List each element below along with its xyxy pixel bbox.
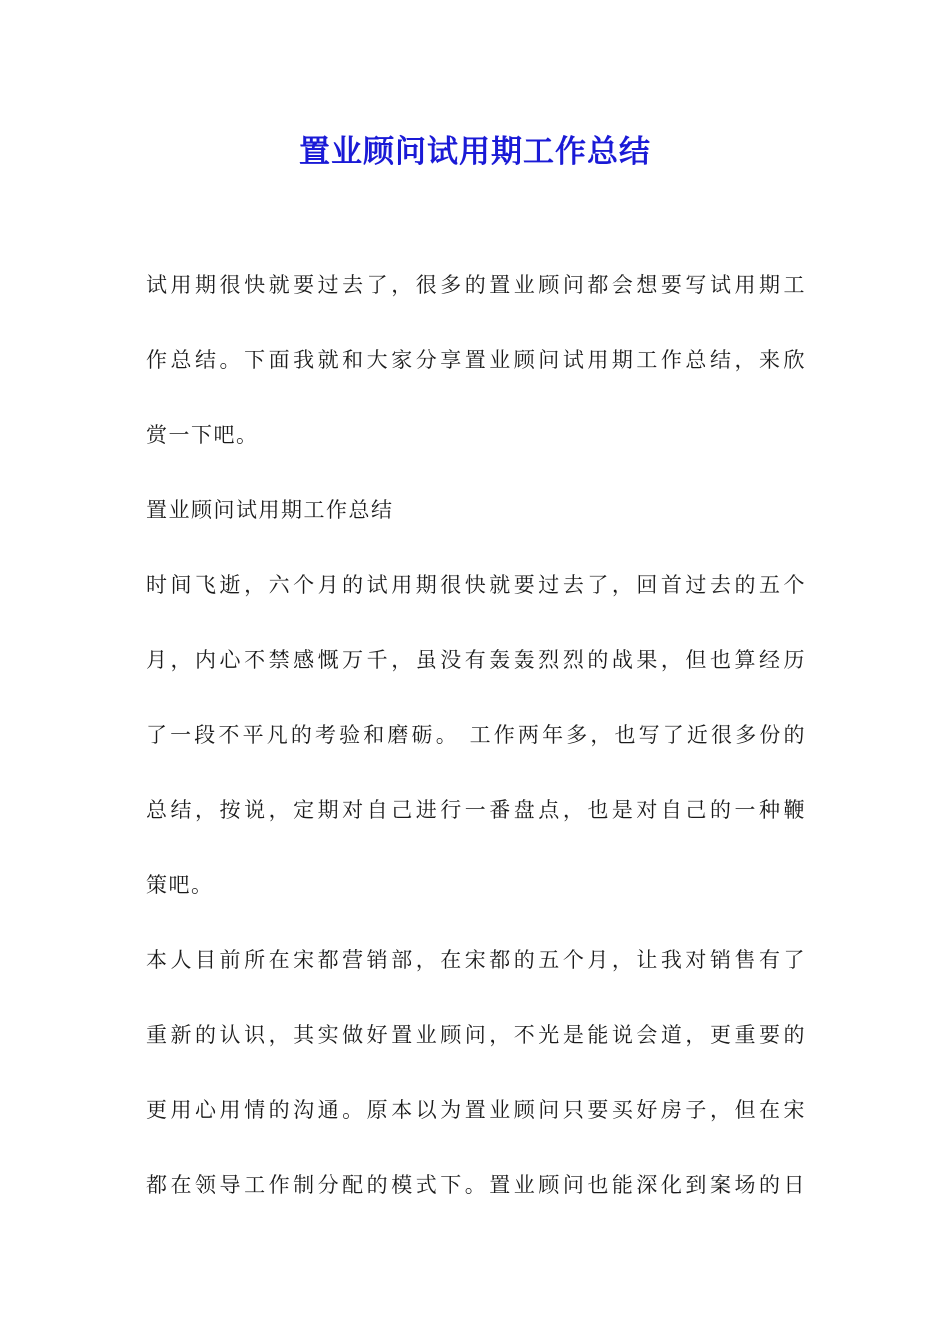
- paragraph-line: 总结，按说，定期对自己进行一番盘点，也是对自己的一种鞭: [146, 798, 806, 822]
- paragraph-line: 策吧。: [146, 873, 214, 897]
- paragraph-line: 重新的认识，其实做好置业顾问，不光是能说会道，更重要的: [146, 1023, 806, 1047]
- paragraph-line: 了一段不平凡的考验和磨砺。 工作两年多，也写了近很多份的: [146, 723, 806, 747]
- paragraph-line: 赏一下吧。: [146, 423, 259, 447]
- paragraph-line: 都在领导工作制分配的模式下。置业顾问也能深化到案场的日: [146, 1173, 806, 1197]
- section-heading: 置业顾问试用期工作总结: [146, 498, 394, 522]
- document-title: 置业顾问试用期工作总结: [299, 134, 651, 170]
- paragraph-line: 试用期很快就要过去了，很多的置业顾问都会想要写试用期工: [146, 273, 806, 297]
- paragraph-line: 时间飞逝，六个月的试用期很快就要过去了，回首过去的五个: [146, 573, 806, 597]
- paragraph-line: 本人目前所在宋都营销部，在宋都的五个月，让我对销售有了: [146, 948, 806, 972]
- paragraph-line: 月，内心不禁感慨万千，虽没有轰轰烈烈的战果，但也算经历: [146, 648, 806, 672]
- paragraph-line: 更用心用情的沟通。原本以为置业顾问只要买好房子，但在宋: [146, 1098, 806, 1122]
- paragraph-line: 作总结。下面我就和大家分享置业顾问试用期工作总结，来欣: [146, 348, 806, 372]
